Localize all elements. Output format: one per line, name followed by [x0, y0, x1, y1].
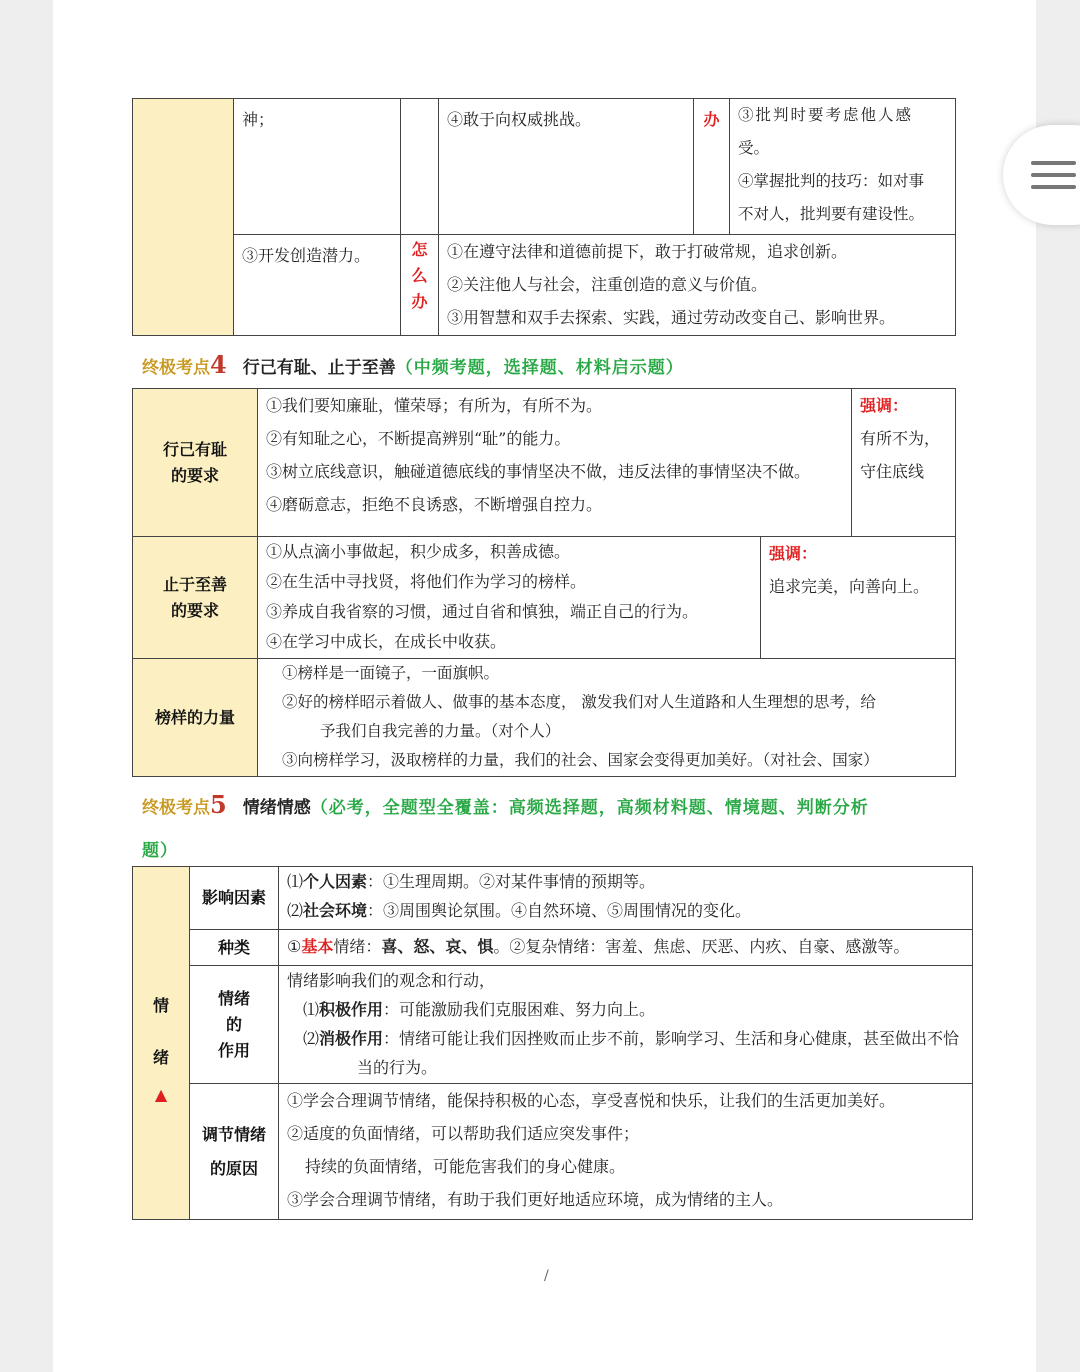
cell-line: ③养成自我省察的习惯，通过自省和慎独，端正自己的行为。	[266, 602, 699, 621]
cell-line: ①我们要知廉耻，懂荣辱；有所为，有所不为。	[266, 396, 603, 415]
section-note-continued: 题）	[142, 841, 178, 861]
row-head: 的原因	[209, 1158, 258, 1178]
row-head: 榜样的力量	[154, 707, 235, 727]
cell-line: 情绪影响我们的观念和行动，	[287, 971, 496, 990]
cell-line: ③用智慧和双手去探索、实践，通过劳动改变自己、影响世界。	[447, 308, 896, 327]
hamburger-icon	[1031, 185, 1076, 189]
section-label: 终极考点	[142, 798, 210, 818]
red-char: 怎	[411, 240, 428, 259]
row-head: 的	[225, 1014, 242, 1034]
cell-line: ①从点滴小事做起，积少成多，积善成德。	[266, 542, 571, 561]
cell-line: ①基本情绪：喜、怒、哀、惧。②复杂情绪：害羞、焦虑、厌恶、内疚、自豪、感激等。	[287, 937, 910, 956]
red-char: 办	[411, 292, 428, 311]
section-number: 5	[210, 790, 227, 819]
emphasis-title: 强调：	[860, 396, 909, 415]
section-label: 终极考点	[142, 358, 210, 378]
emphasis-title: 强调：	[769, 544, 818, 563]
cell-line: ③学会合理调节情绪，有助于我们更好地适应环境，成为情绪的主人。	[287, 1190, 784, 1209]
hamburger-icon	[1031, 161, 1076, 165]
table-shame-virtue	[132, 388, 956, 777]
emphasis-line: 有所不为，	[860, 429, 941, 448]
cell-line: ②适度的负面情绪，可以帮助我们适应突发事件；	[287, 1124, 640, 1143]
cell-line: 不对人，批判要有建设性。	[738, 205, 925, 223]
row-head: 的要求	[170, 465, 219, 485]
cell-line: ②好的榜样昭示着做人、做事的基本态度， 激发我们对人生道路和人生理想的思考，给	[282, 693, 876, 711]
row-head: 作用	[217, 1040, 250, 1060]
cell-line: ①在遵守法律和道德前提下，敢于打破常规，追求创新。	[447, 242, 848, 261]
cell-line: ①学会合理调节情绪，能保持积极的心态，享受喜悦和快乐，让我们的生活更加美好。	[287, 1091, 896, 1110]
red-char: 么	[411, 266, 428, 285]
emphasis-line: 追求完美，向善向上。	[769, 577, 930, 596]
cell-line: 当的行为。	[357, 1058, 438, 1077]
cell-line: ⑵消极作用：情绪可能让我们因挫败而止步不前，影响学习、生活和身心健康，甚至做出不恰	[303, 1029, 960, 1048]
hamburger-icon	[1031, 173, 1076, 177]
cell-line: ④磨砺意志，拒绝不良诱惑，不断增强自控力。	[266, 495, 603, 514]
cell-text: 神；	[242, 110, 275, 129]
row-head: 止于至善	[162, 574, 227, 594]
page-footer-mark: /	[544, 1268, 549, 1284]
cell-line: ③批判时要考虑他人感	[738, 106, 914, 124]
emphasis-line: 守住底线	[860, 462, 925, 481]
table-creativity	[132, 98, 956, 336]
cell-line: ④掌握批判的技巧：如对事	[738, 172, 925, 190]
row-head: 的要求	[170, 600, 219, 620]
row-head: 调节情绪	[201, 1124, 266, 1144]
cell-text: ③开发创造潜力。	[242, 246, 371, 265]
row-head: 情绪	[217, 988, 250, 1008]
cell-line: ⑴个人因素：①生理周期。②对某件事情的预期等。	[287, 872, 656, 891]
table-emotions	[132, 866, 973, 1220]
row-head: 影响因素	[201, 888, 266, 907]
cell-line: ⑵社会环境：③周围舆论氛围。④自然环境、⑤周围情况的变化。	[287, 901, 752, 920]
table-side-cell	[133, 99, 234, 336]
side-char: 情	[152, 996, 169, 1015]
cell-line: ②在生活中寻找贤，将他们作为学习的榜样。	[266, 572, 587, 591]
red-char: 办	[703, 110, 720, 129]
side-char: 绪	[152, 1048, 169, 1067]
cell-line: ②关注他人与社会，注重创造的意义与价值。	[447, 275, 768, 294]
cell-line: 持续的负面情绪，可能危害我们的身心健康。	[305, 1157, 626, 1176]
cell-line: ③向榜样学习，汲取榜样的力量，我们的社会、国家会变得更加美好。（对社会、国家）	[282, 751, 879, 769]
section-note: （中频考题，选择题、材料启示题）	[395, 358, 684, 378]
section-name: 行己有耻、止于至善	[242, 358, 396, 378]
section-note: （必考，全题型全覆盖：高频选择题，高频材料题、情境题、判断分析	[310, 798, 869, 818]
cell-line: 予我们自我完善的力量。（对个人）	[320, 722, 561, 740]
section-name: 情绪情感	[242, 798, 311, 818]
cell-line: ②有知耻之心，不断提高辨别“耻”的能力。	[266, 429, 571, 448]
cell-line: ①榜样是一面镜子，一面旗帜。	[282, 664, 500, 682]
row-head: 行己有耻	[162, 439, 227, 459]
section-heading-5	[142, 790, 869, 819]
cell-line: ③树立底线意识，触碰道德底线的事情坚决不做，违反法律的事情坚决不做。	[266, 462, 811, 481]
section-heading-4	[142, 350, 684, 379]
cell-line: ⑴积极作用：可能激励我们克服困难、努力向上。	[303, 1000, 656, 1019]
cell-line: ④在学习中成长，在成长中收获。	[266, 632, 507, 651]
cell-line: 受。	[738, 139, 770, 157]
section-number: 4	[210, 350, 227, 379]
triangle-icon: ▲	[154, 1085, 168, 1104]
cell-text: ④敢于向权威挑战。	[447, 110, 592, 129]
row-head: 种类	[217, 937, 250, 957]
